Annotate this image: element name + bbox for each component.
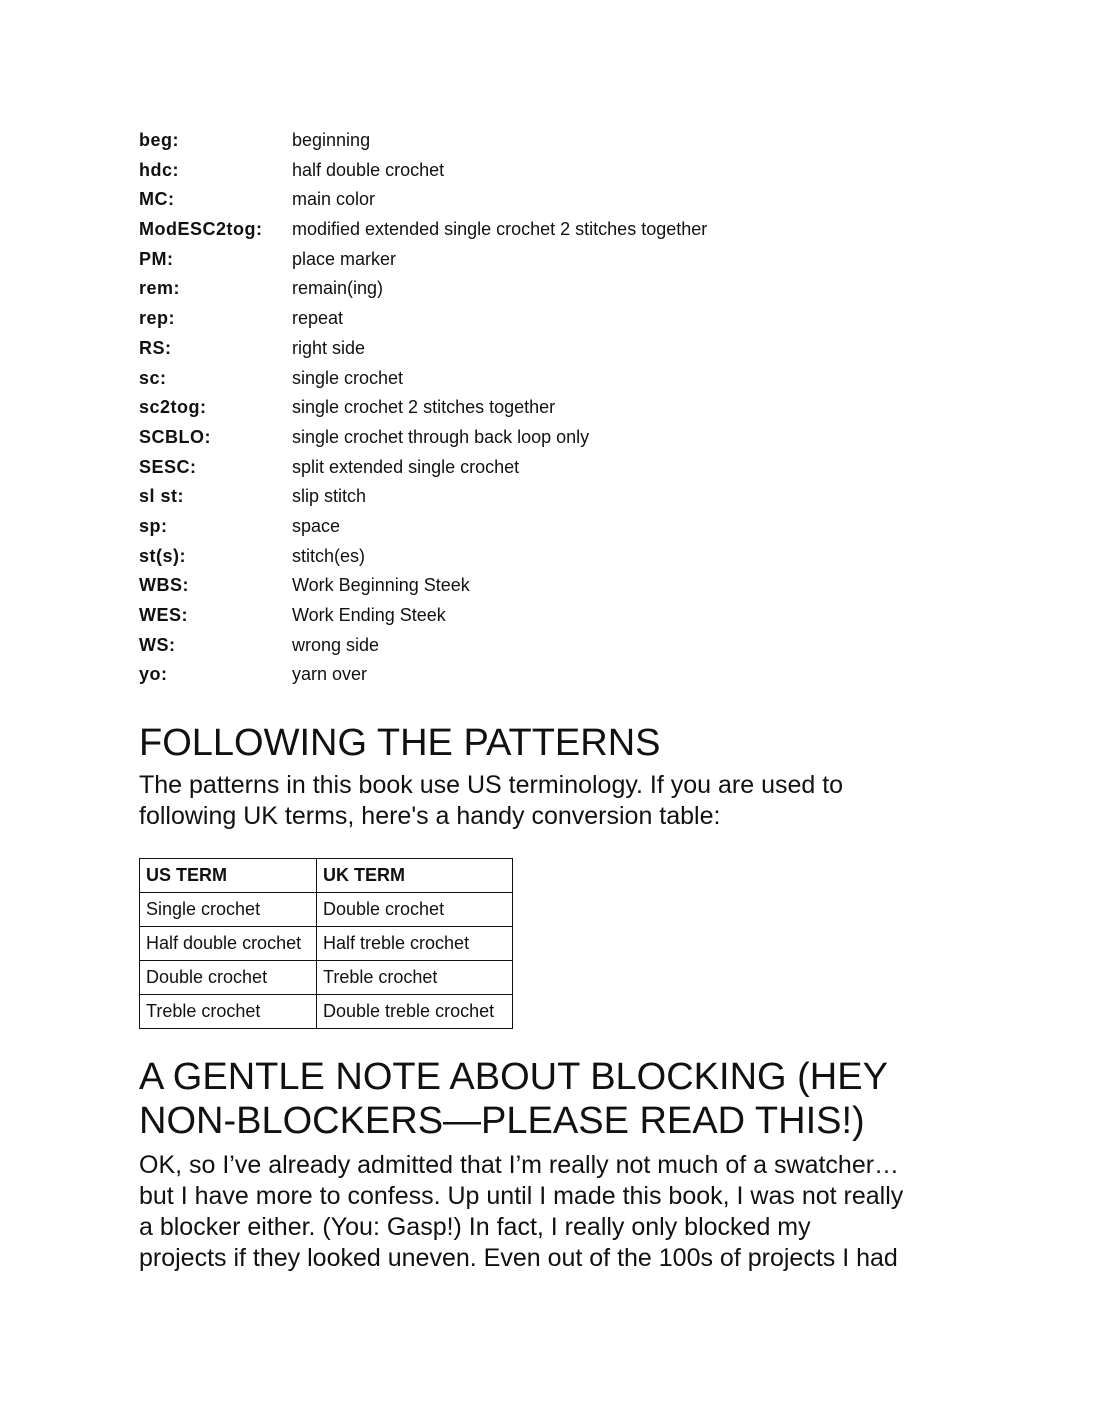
abbreviation-row	[139, 393, 859, 423]
abbreviation-row	[139, 156, 859, 186]
abbreviation-row	[139, 423, 859, 453]
abbreviation-term: beg:	[139, 130, 179, 150]
abbreviation-row	[139, 571, 859, 601]
table-row	[140, 893, 513, 927]
abbreviation-definition: single crochet through back loop only	[292, 426, 590, 447]
abbreviation-term: yo:	[139, 664, 168, 685]
abbreviation-term: sl st:	[139, 486, 185, 507]
abbreviation-row	[139, 274, 859, 304]
abbreviation-row	[139, 512, 859, 542]
abbreviation-definition: beginning	[292, 130, 371, 150]
table-cell-uk: Double treble crochet	[317, 995, 513, 1029]
abbreviation-definition: right side	[292, 337, 366, 358]
abbreviation-term: rem:	[139, 278, 181, 299]
abbreviation-definition: yarn over	[292, 664, 368, 685]
table-cell-uk: Double crochet	[317, 893, 513, 927]
abbreviation-definition: split extended single crochet	[292, 456, 520, 477]
abbreviation-definition: stitch(es)	[292, 545, 366, 566]
table-header-us-term: US TERM	[140, 859, 317, 893]
abbreviation-definition: single crochet	[292, 367, 404, 388]
table-cell-uk: Treble crochet	[317, 961, 513, 995]
section-heading-blocking-line-1: A GENTLE NOTE ABOUT BLOCKING (HEY	[139, 1056, 888, 1098]
table-cell-us: Single crochet	[140, 893, 317, 927]
abbreviation-term: SESC:	[139, 456, 197, 477]
table-header-uk-term: UK TERM	[317, 859, 513, 893]
abbreviation-definition: modified extended single crochet 2 stitches together	[292, 219, 708, 240]
section-heading-blocking-line-2: NON-BLOCKERS—PLEASE READ THIS!)	[139, 1100, 865, 1142]
abbreviation-row	[139, 482, 859, 512]
abbreviation-term: ModESC2tog:	[139, 219, 263, 240]
abbreviation-term: rep:	[139, 308, 176, 329]
abbreviation-term: hdc:	[139, 159, 179, 180]
paragraph-line: but I have more to confess. Up until I made this book, I was not really	[139, 1182, 904, 1210]
paragraph-line: following UK terms, here's a handy conversion table:	[139, 802, 721, 830]
abbreviation-term: PM:	[139, 248, 174, 269]
abbreviation-row	[139, 126, 859, 156]
abbreviation-definition: slip stitch	[292, 486, 367, 507]
abbreviation-definition: space	[292, 515, 341, 536]
abbreviation-definition: place marker	[292, 248, 397, 269]
abbreviation-term: WS:	[139, 634, 176, 655]
abbreviation-definition: wrong side	[292, 634, 380, 655]
abbreviation-row	[139, 453, 859, 483]
abbreviation-term: WES:	[139, 605, 188, 625]
paragraph-line: a blocker either. (You: Gasp!) In fact, I really only blocked my	[139, 1213, 811, 1241]
abbreviation-row	[139, 245, 859, 275]
table-row	[140, 995, 513, 1029]
abbreviation-row	[139, 660, 859, 690]
abbreviations-list	[139, 126, 859, 690]
us-uk-conversion-table	[139, 858, 513, 1029]
paragraph-line: OK, so I’ve already admitted that I’m really not much of a swatcher…	[139, 1151, 900, 1179]
abbreviation-row	[139, 215, 859, 245]
abbreviation-definition: repeat	[292, 308, 344, 329]
abbreviation-term: SCBLO:	[139, 426, 211, 447]
paragraph-line: The patterns in this book use US terminology. If you are used to	[139, 771, 844, 799]
table-row	[140, 927, 513, 961]
abbreviation-definition: Work Beginning Steek	[292, 575, 470, 596]
abbreviation-term: sp:	[139, 515, 168, 536]
abbreviation-row	[139, 334, 859, 364]
abbreviation-term: RS:	[139, 337, 172, 358]
abbreviation-definition: half double crochet	[292, 159, 445, 180]
table-cell-uk: Half treble crochet	[317, 927, 513, 961]
table-row	[140, 961, 513, 995]
abbreviation-term: st(s):	[139, 545, 186, 566]
abbreviation-definition: remain(ing)	[292, 278, 384, 299]
abbreviation-row	[139, 542, 859, 572]
table-cell-us: Double crochet	[140, 961, 317, 995]
abbreviation-row	[139, 185, 859, 215]
section-heading-following-patterns: FOLLOWING THE PATTERNS	[139, 722, 661, 764]
abbreviation-term: WBS:	[139, 575, 189, 596]
blocking-paragraph	[139, 1150, 979, 1274]
abbreviation-term: sc:	[139, 367, 167, 388]
abbreviation-term: MC:	[139, 189, 175, 210]
following-patterns-paragraph	[139, 770, 979, 832]
abbreviation-definition: single crochet 2 stitches together	[292, 397, 556, 418]
abbreviation-row	[139, 364, 859, 394]
table-header-row	[140, 859, 513, 893]
abbreviation-definition: main color	[292, 189, 376, 210]
table-cell-us: Half double crochet	[140, 927, 317, 961]
abbreviation-row	[139, 601, 859, 631]
table-cell-us: Treble crochet	[140, 995, 317, 1029]
abbreviation-row	[139, 304, 859, 334]
abbreviation-definition: Work Ending Steek	[292, 605, 446, 625]
abbreviation-term: sc2tog:	[139, 397, 207, 418]
paragraph-line: projects if they looked uneven. Even out of the 100s of projects I had	[139, 1244, 898, 1272]
abbreviation-row	[139, 631, 859, 661]
